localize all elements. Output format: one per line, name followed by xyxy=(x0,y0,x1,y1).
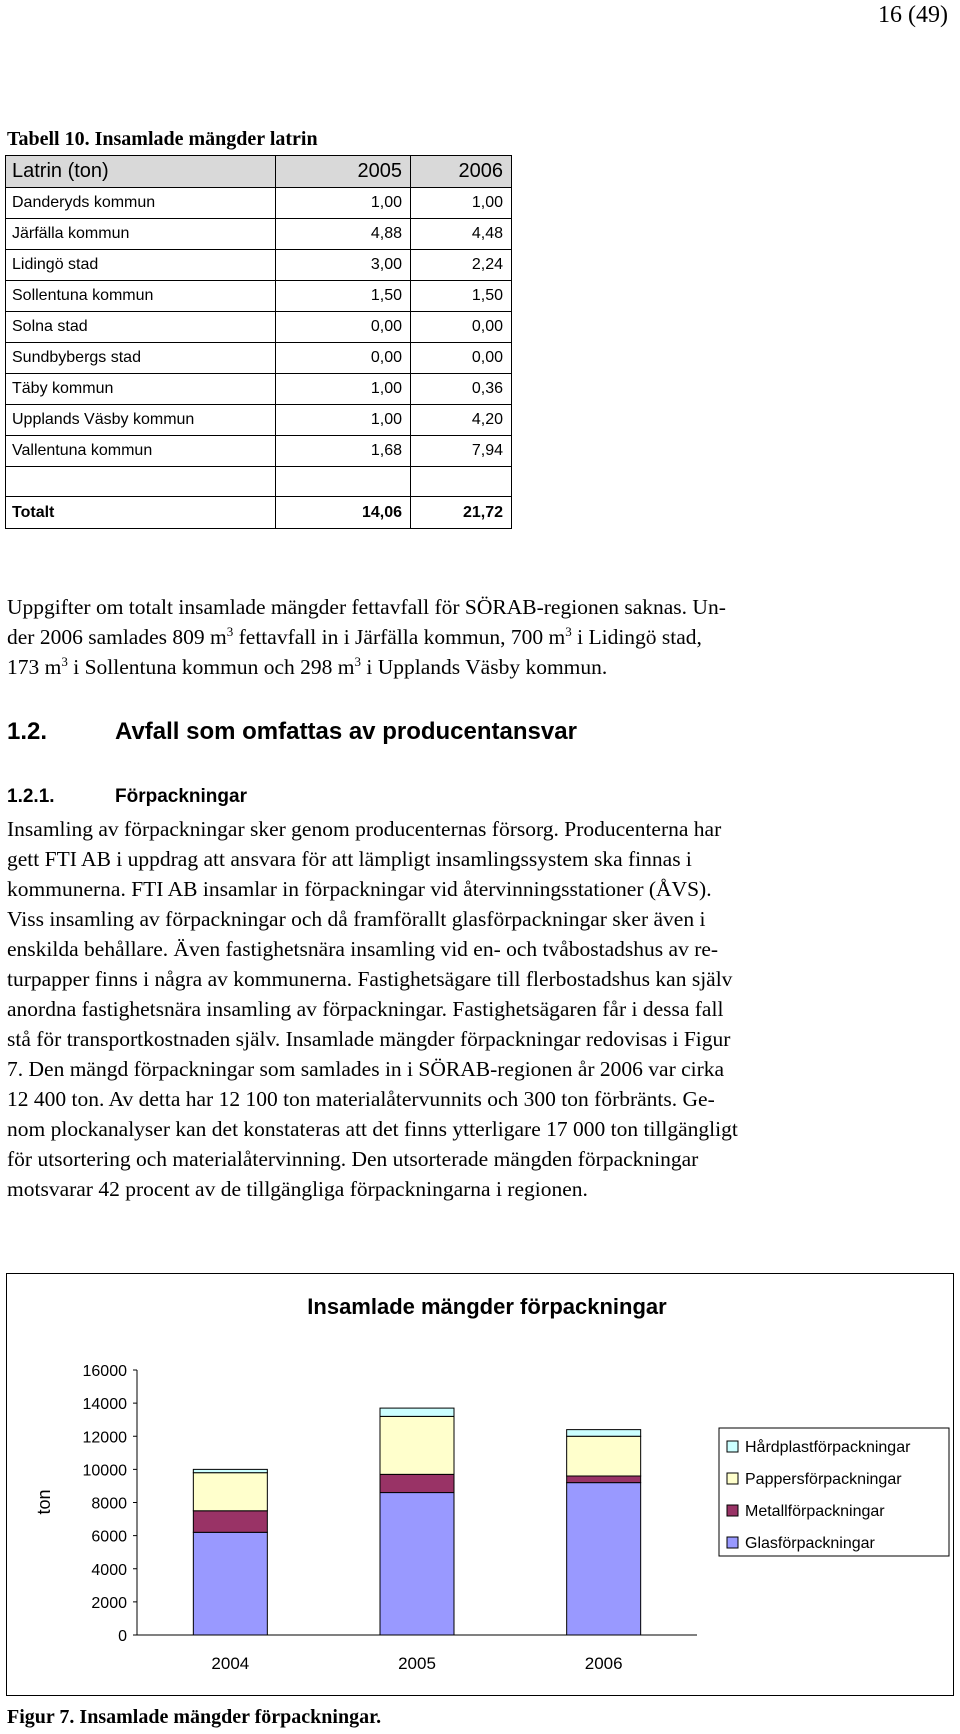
value-cell: 4,20 xyxy=(411,405,512,436)
paragraph-line: för utsortering och materialåtervinning. Den utsorterade mängden förpackningar xyxy=(7,1147,699,1171)
text-run: i Upplands Väsby kommun. xyxy=(361,655,608,679)
bar-segment xyxy=(380,1416,454,1474)
municipality-cell: Täby kommun xyxy=(6,374,276,405)
total-value-cell: 21,72 xyxy=(411,497,512,529)
superscript: 3 xyxy=(226,623,234,639)
paragraph-line: 7. Den mängd förpackningar som samlades in i SÖRAB-regionen år 2006 var cirka xyxy=(7,1057,725,1081)
value-cell: 1,50 xyxy=(411,281,512,312)
paragraph-line: gett FTI AB i uppdrag att ansvara för att lämpligt insamlingssystem ska finnas i xyxy=(7,847,692,871)
y-tick-label: 14000 xyxy=(82,1396,127,1414)
bar-segment xyxy=(567,1430,641,1437)
superscript: 3 xyxy=(354,653,362,669)
latrin-table xyxy=(5,155,512,529)
superscript: 3 xyxy=(61,653,68,669)
table-row xyxy=(6,219,512,250)
value-cell: 4,88 xyxy=(276,219,411,250)
municipality-cell: Järfälla kommun xyxy=(6,219,276,250)
legend-label: Pappersförpackningar xyxy=(745,1471,902,1488)
y-tick-label: 16000 xyxy=(82,1363,127,1380)
bar-segment xyxy=(380,1474,454,1492)
y-tick-label: 10000 xyxy=(82,1462,127,1480)
table-total-row xyxy=(6,497,512,529)
table-row xyxy=(6,312,512,343)
total-label-cell: Totalt xyxy=(6,497,276,529)
y-tick-label: 4000 xyxy=(91,1561,127,1579)
value-cell: 1,00 xyxy=(276,188,411,219)
value-cell: 3,00 xyxy=(276,250,411,281)
table-row xyxy=(6,281,512,312)
empty-cell xyxy=(6,467,276,497)
text-run: i Lidingö stad, xyxy=(571,625,702,649)
bar-segment xyxy=(567,1436,641,1476)
bar-segment xyxy=(193,1473,267,1511)
figure-caption: Figur 7. Insamlade mängder förpackningar. xyxy=(7,1706,382,1728)
y-tick-label: 0 xyxy=(118,1628,127,1645)
bar-segment xyxy=(193,1469,267,1472)
header-cell: 2006 xyxy=(411,156,512,188)
section-number: 1.2. xyxy=(7,718,48,745)
value-cell: 0,00 xyxy=(276,343,411,374)
paragraph-line: stå för transportkostnaden själv. Insamlade mängder förpackningar redovisas i Figur xyxy=(7,1027,731,1051)
table-caption: Tabell 10. Insamlade mängder latrin xyxy=(7,128,318,150)
fettavfall-paragraph xyxy=(7,592,960,682)
municipality-cell: Upplands Väsby kommun xyxy=(6,405,276,436)
value-cell: 1,00 xyxy=(276,405,411,436)
legend-swatch xyxy=(727,1473,738,1484)
bar-segment xyxy=(193,1511,267,1533)
legend-swatch xyxy=(727,1441,738,1452)
legend-label: Glasförpackningar xyxy=(745,1535,875,1552)
table-blank-row xyxy=(6,467,512,497)
municipality-cell: Lidingö stad xyxy=(6,250,276,281)
empty-cell xyxy=(276,467,411,497)
header-cell: Latrin (ton) xyxy=(6,156,276,188)
table-header-row xyxy=(6,156,512,188)
table-row xyxy=(6,374,512,405)
table-row xyxy=(6,343,512,374)
bar-segment xyxy=(380,1493,454,1635)
value-cell: 0,00 xyxy=(276,312,411,343)
paragraph-line: nom plockanalyser kan det konstateras att det finns ytterligare 17 000 ton tillgängligt xyxy=(7,1117,738,1141)
y-axis-label: ton xyxy=(34,1489,54,1515)
subsection-title: Förpackningar xyxy=(115,786,247,807)
municipality-cell: Sundbybergs stad xyxy=(6,343,276,374)
paragraph-line: motsvarar 42 procent av de tillgängliga förpackningarna i regionen. xyxy=(7,1177,588,1201)
paragraph-line: turpapper finns i några av kommunerna. Fastighetsägare till flerbostadshus kan själv xyxy=(7,967,733,991)
subsection-heading xyxy=(7,786,247,808)
text-run: der 2006 samlades 809 m xyxy=(7,625,227,649)
paragraph-line xyxy=(7,622,960,652)
stacked-bar-chart xyxy=(7,1274,953,1695)
value-cell: 2,24 xyxy=(411,250,512,281)
x-tick-label: 2005 xyxy=(398,1654,436,1673)
bar-segment xyxy=(380,1408,454,1416)
value-cell: 1,68 xyxy=(276,436,411,467)
total-value-cell: 14,06 xyxy=(276,497,411,529)
paragraph-line: anordna fastighetsnära insamling av förpackningar. Fastighetsägaren får i dessa fall xyxy=(7,997,724,1021)
legend-swatch xyxy=(727,1537,738,1548)
text-run: fettavfall in i Järfälla kommun, 700 m xyxy=(233,625,566,649)
table-row xyxy=(6,436,512,467)
subsection-number: 1.2.1. xyxy=(7,786,55,807)
paragraph-line: Viss insamling av förpackningar och då framförallt glasförpackningar sker även i xyxy=(7,907,706,931)
value-cell: 0,00 xyxy=(411,343,512,374)
value-cell: 1,00 xyxy=(276,374,411,405)
legend-swatch xyxy=(727,1505,738,1516)
municipality-cell: Danderyds kommun xyxy=(6,188,276,219)
paragraph-line: Uppgifter om totalt insamlade mängder fettavfall för SÖRAB-regionen saknas. Un- xyxy=(7,595,726,619)
forpackningar-paragraph xyxy=(7,814,960,1204)
x-tick-label: 2006 xyxy=(584,1654,623,1673)
value-cell: 1,00 xyxy=(411,188,512,219)
text-run: i Sollentuna kommun och 298 m xyxy=(67,655,355,679)
table-row xyxy=(6,405,512,436)
table-row xyxy=(6,188,512,219)
section-title: Avfall som omfattas av producentansvar xyxy=(115,718,577,745)
section-heading xyxy=(7,718,577,746)
chart-frame xyxy=(6,1273,954,1696)
value-cell: 0,36 xyxy=(411,374,512,405)
paragraph-line: enskilda behållare. Även fastighetsnära insamling vid en- och tvåbostadshus av re- xyxy=(7,937,719,961)
legend-label: Metallförpackningar xyxy=(745,1503,885,1520)
municipality-cell: Sollentuna kommun xyxy=(6,281,276,312)
table-row xyxy=(6,250,512,281)
value-cell: 4,48 xyxy=(411,219,512,250)
x-tick-label: 2004 xyxy=(211,1654,250,1673)
superscript: 3 xyxy=(565,623,572,639)
empty-cell xyxy=(411,467,512,497)
y-tick-label: 2000 xyxy=(91,1594,127,1612)
bar-segment xyxy=(567,1476,641,1483)
value-cell: 1,50 xyxy=(276,281,411,312)
paragraph-line xyxy=(7,652,960,682)
municipality-cell: Solna stad xyxy=(6,312,276,343)
municipality-cell: Vallentuna kommun xyxy=(6,436,276,467)
value-cell: 0,00 xyxy=(411,312,512,343)
text-run: 173 m xyxy=(7,655,62,679)
bar-segment xyxy=(567,1483,641,1635)
paragraph-line: kommunerna. FTI AB insamlar in förpackningar vid återvinningsstationer (ÅVS). xyxy=(7,877,712,901)
value-cell: 7,94 xyxy=(411,436,512,467)
paragraph-line: Insamling av förpackningar sker genom producenternas försorg. Producenterna har xyxy=(7,817,722,841)
y-tick-label: 6000 xyxy=(91,1528,127,1546)
y-tick-label: 12000 xyxy=(82,1429,127,1447)
paragraph-line: 12 400 ton. Av detta har 12 100 ton materialåtervunnits och 300 ton förbränts. Ge- xyxy=(7,1087,715,1111)
page-number: 16 (49) xyxy=(878,2,948,28)
y-tick-label: 8000 xyxy=(91,1495,127,1513)
legend-label: Hårdplastförpackningar xyxy=(745,1439,911,1456)
chart-title: Insamlade mängder förpackningar xyxy=(307,1294,667,1319)
header-cell: 2005 xyxy=(276,156,411,188)
bar-segment xyxy=(193,1532,267,1635)
